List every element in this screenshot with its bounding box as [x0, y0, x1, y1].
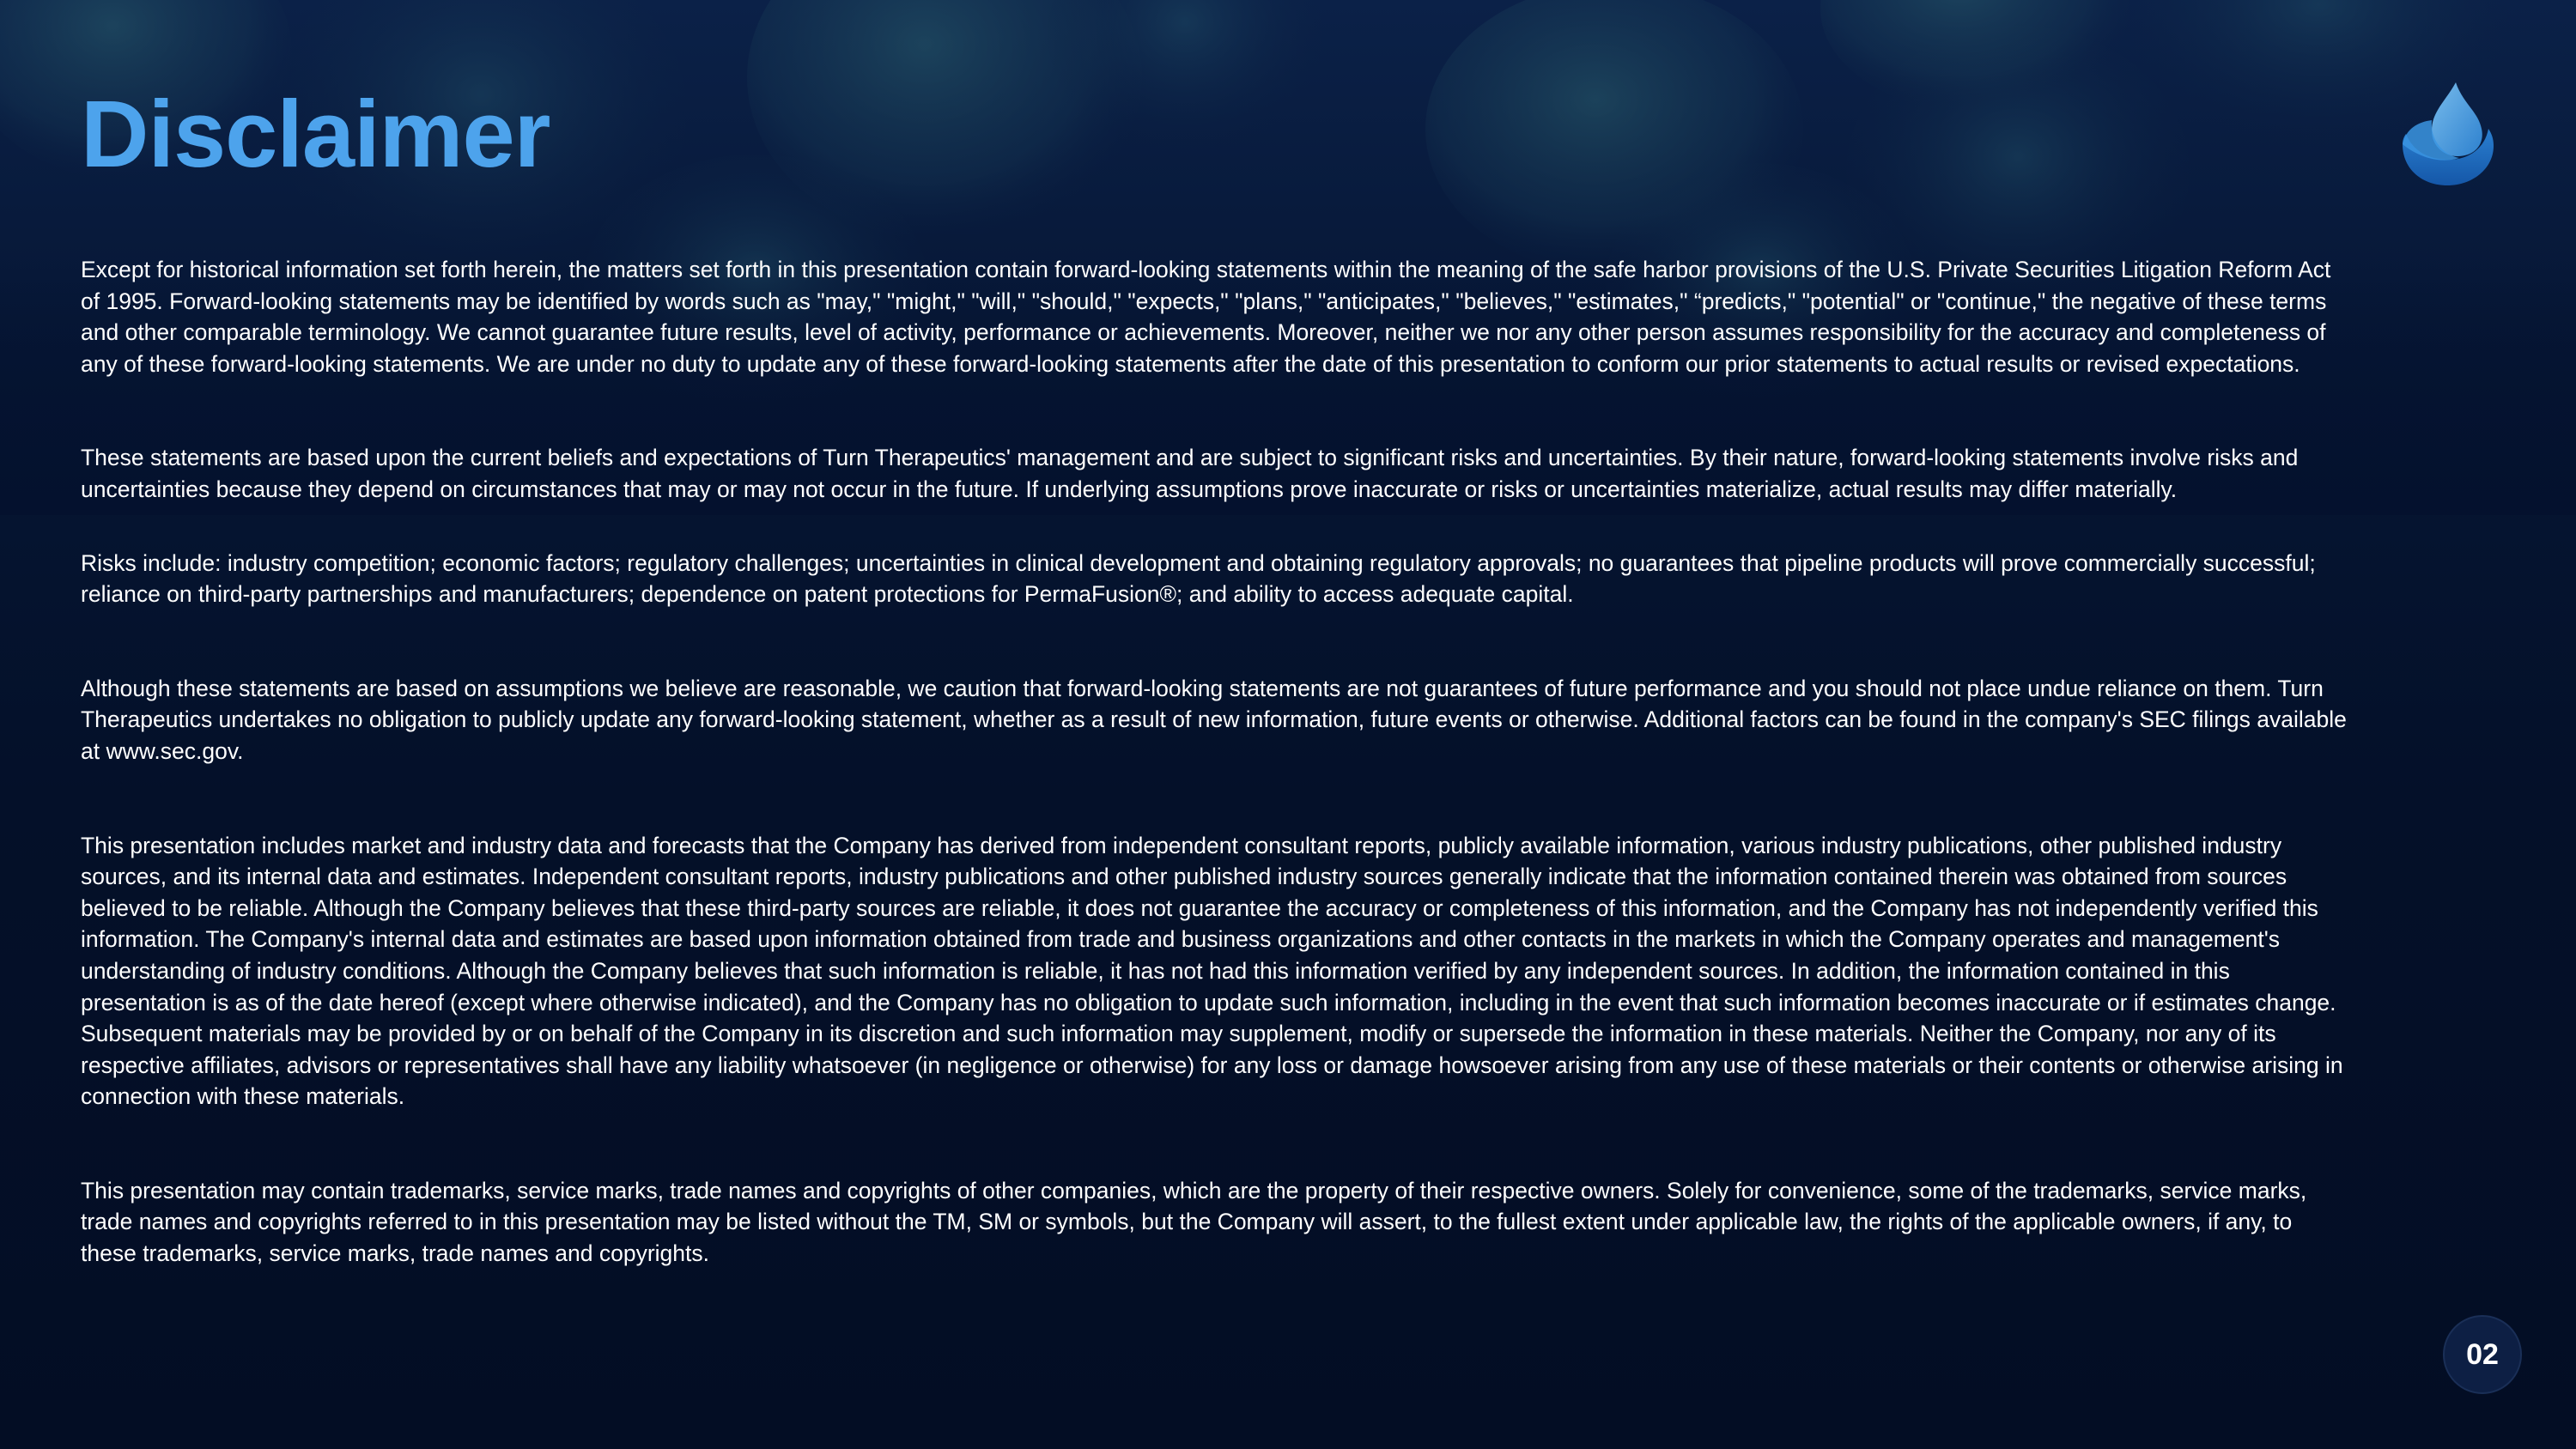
disclaimer-paragraph-forward-looking: Except for historical information set forth herein, the matters set forth in this presentation contain forward-looking statements within the meaning of the safe harbor provisions of the U.S. Private Securities Litigation Reform Act of 1995. Forward-looking statements may be identified by words such as "may," "might," "will," "should," "expects," "plans," "anticipates," "believes," "estimates," “predicts," "potential" or "continue," the negative of these terms and other comparable terminology. We cannot guarantee future results, level of activity, performance or achievements. Moreover, neither we nor any other person assumes responsibility for the accuracy and completeness of any of these forward-looking statements. We are under no duty to update any of these forward-looking statements after the date of this presentation to conform our prior statements to actual results or revised expectations. [81, 257, 2331, 377]
page-number-badge [2443, 1315, 2522, 1394]
disclaimer-paragraph-risks: Risks include: industry competition; economic factors; regulatory challenges; uncertainties in clinical development and obtaining regulatory approvals; no guarantees that pipeline products will prove commercially successful; reliance on third-party partnerships and manufacturers; dependence on patent protections for PermaFusion®; and ability to access adequate capital. [81, 549, 2316, 608]
disclaimer-body [81, 254, 2348, 1270]
disclaimer-paragraph-trademarks: This presentation may contain trademarks, service marks, trade names and copyrights of other companies, which are the property of their respective owners. Solely for convenience, some of the trademarks, service marks, trade names and copyrights referred to in this presentation may be listed without the TM, SM or symbols, but the Company will assert, to the fullest extent under applicable law, the rights of the applicable owners, if any, to these trademarks, service marks, trade names and copyrights. [81, 1177, 2307, 1267]
disclaimer-paragraph-market-data: This presentation includes market and industry data and forecasts that the Company has derived from independent consultant reports, publicly available information, various industry publications, other published industry sources, and its internal data and estimates. Independent consultant reports, industry publications and other published industry sources generally indicate that the information contained therein was obtained from sources believed to be reliable. Although the Company believes that these third-party sources are reliable, it does not guarantee the accuracy or completeness of this information, and the Company has not independently verified this information. The Company's internal data and estimates are based upon information obtained from trade and business organizations and other contacts in the markets in which the Company operates and management's understanding of industry conditions. Although the Company believes that such information is reliable, it has not had this information verified by any independent sources. In addition, the information contained in this presentation is as of the date hereof (except where otherwise indicated), and the Company has no obligation to update such information, including in the event that such information becomes inaccurate or if estimates change. Subsequent materials may be provided by or on behalf of the Company in its discretion and such information may supplement, modify or supersede the information in these materials. Neither the Company, nor any of its respective affiliates, advisors or representatives shall have any liability whatsoever (in negligence or otherwise) for any loss or damage howsoever arising from any use of these materials or their contents or otherwise arising in connection with these materials. [81, 832, 2343, 1110]
page-title: Disclaimer [81, 82, 550, 187]
disclaimer-paragraph-assumptions: Although these statements are based on assumptions we believe are reasonable, we caution that forward-looking statements are not guarantees of future performance and you should not place undue reliance on them. Turn Therapeutics undertakes no obligation to publicly update any forward-looking statement, whether as a result of new information, future events or otherwise. Additional factors can be found in the company's SEC filings available at www.sec.gov. [81, 675, 2347, 764]
disclaimer-paragraph-beliefs: These statements are based upon the current beliefs and expectations of Turn Therapeutics' management and are subject to significant risks and uncertainties. By their nature, forward-looking statements involve risks and uncertainties because they depend on circumstances that may or may not occur in the future. If underlying assumptions prove inaccurate or risks or uncertainties materialize, actual results may differ materially. [81, 445, 2299, 502]
page-number: 02 [2466, 1337, 2499, 1371]
water-drop-logo-icon [2396, 77, 2499, 189]
